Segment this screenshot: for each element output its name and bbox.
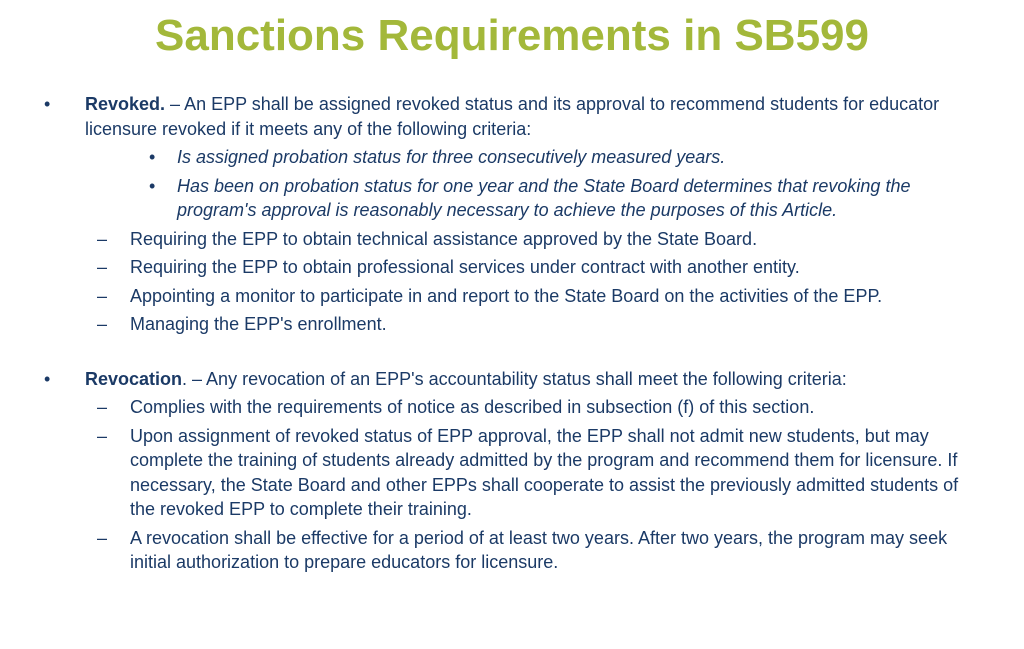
criteria-text: Has been on probation status for one year and the State Board determines that revoking the program's approval is reasonably necessary to achieve the purposes of this Article. — [177, 175, 911, 220]
sub-bullet-marker: • — [149, 147, 156, 167]
revocation-item-text: Upon assignment of revoked status of EPP approval, the EPP shall not admit new students, but may complete the training of students already admitted by the program and recommend them for licensure. If necessary, the State Board and other EPPs shall cooperate to assist the previously admitted students of the revoked EPP to complete their training. — [130, 425, 959, 519]
dash-marker: – — [97, 257, 108, 277]
dash-marker: – — [97, 285, 108, 306]
revocation-item — [0, 395, 1024, 420]
action-item — [0, 255, 1024, 280]
action-text: Requiring the EPP to obtain technical assistance approved by the State Board. — [130, 228, 758, 249]
sub-bullet-marker: • — [149, 175, 156, 196]
bullet-revocation — [0, 367, 1024, 392]
dash-marker: – — [97, 314, 108, 334]
dash-marker: – — [97, 397, 108, 417]
revocation-item-text: A revocation shall be effective for a period of at least two years. After two years, the program may seek initial authorization to prepare educators for licensure. — [130, 527, 948, 572]
slide-title: Sanctions Requirements in SB599 — [155, 11, 869, 60]
revocation-text: . – Any revocation of an EPP's accountability status shall meet the following criteria: — [182, 368, 847, 389]
action-text: Managing the EPP's enrollment. — [130, 314, 387, 334]
revocation-item — [0, 424, 1024, 522]
dash-marker: – — [97, 228, 108, 249]
dash-marker: – — [97, 425, 108, 446]
revoked-heading: Revoked. — [85, 94, 166, 114]
criteria-item — [0, 174, 1024, 223]
action-text: Appointing a monitor to participate in and report to the State Board on the activities of the EPP. — [130, 285, 883, 306]
bullet-marker: • — [44, 368, 51, 389]
criteria-text: Is assigned probation status for three consecutively measured years. — [177, 147, 726, 167]
action-text: Requiring the EPP to obtain professional services under contract with another entity. — [130, 257, 800, 277]
revoked-text: – An EPP shall be assigned revoked status and its approval to recommend students for educator licensure revoked if it meets any of the following criteria: — [85, 94, 940, 139]
revocation-item — [0, 526, 1024, 575]
slide-content — [0, 92, 1024, 575]
revocation-heading: Revocation — [85, 368, 183, 389]
action-item — [0, 227, 1024, 252]
section-spacer — [0, 337, 1024, 367]
revocation-item-text: Complies with the requirements of notice as described in subsection (f) of this section. — [130, 397, 815, 417]
bullet-marker: • — [44, 94, 51, 114]
action-item — [0, 284, 1024, 309]
bullet-revoked — [0, 92, 1024, 141]
dash-marker: – — [97, 527, 108, 548]
criteria-item — [0, 145, 1024, 170]
action-item — [0, 312, 1024, 337]
